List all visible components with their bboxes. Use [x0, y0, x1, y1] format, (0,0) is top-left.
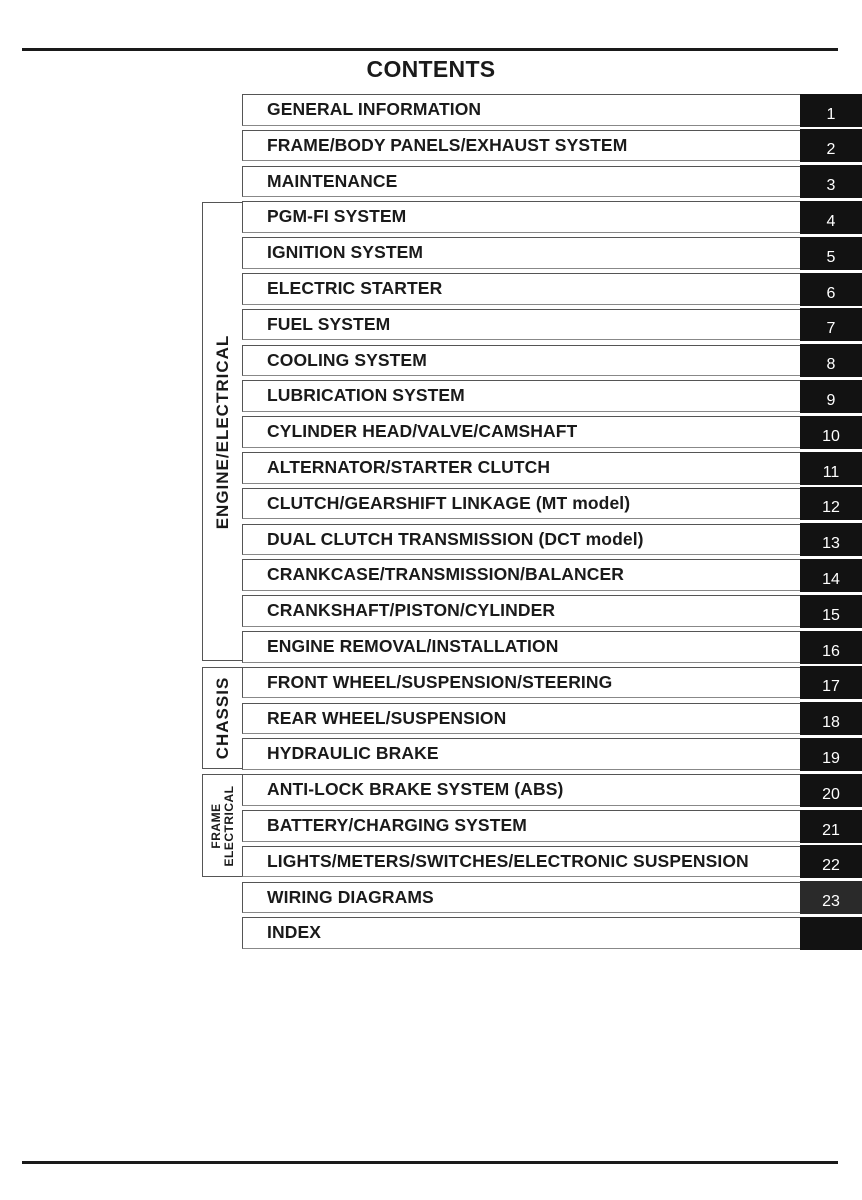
toc-row-label: INDEX — [267, 922, 321, 943]
toc-row-label: MAINTENANCE — [267, 170, 398, 191]
toc-row-label: FRONT WHEEL/SUSPENSION/STEERING — [267, 671, 613, 692]
toc-row-label: LIGHTS/METERS/SWITCHES/ELECTRONIC SUSPENSION — [267, 850, 749, 871]
toc-row-label: REAR WHEEL/SUSPENSION — [267, 707, 507, 728]
section-tab[interactable]: 16 — [800, 631, 862, 664]
toc-row-label: CRANKCASE/TRANSMISSION/BALANCER — [267, 564, 624, 585]
page-title: CONTENTS — [366, 56, 496, 82]
section-tab[interactable]: 1 — [800, 94, 862, 127]
toc-row[interactable] — [242, 309, 862, 341]
section-tab[interactable]: 21 — [800, 810, 862, 843]
section-tab[interactable]: 17 — [800, 666, 862, 699]
toc-row-label: DUAL CLUTCH TRANSMISSION (DCT model) — [267, 528, 644, 549]
toc-row[interactable] — [242, 559, 862, 591]
toc-row-label: ANTI-LOCK BRAKE SYSTEM (ABS) — [267, 779, 564, 800]
toc-row-label: PGM-FI SYSTEM — [267, 206, 407, 227]
toc-row[interactable] — [242, 201, 862, 233]
toc-row[interactable] — [242, 345, 862, 377]
section-tab[interactable]: 11 — [800, 452, 862, 485]
section-tab[interactable]: 4 — [800, 201, 862, 234]
bottom-rule — [22, 1161, 838, 1164]
section-tab[interactable]: 12 — [800, 487, 862, 520]
section-tab[interactable]: 22 — [800, 845, 862, 878]
toc-row-label: CYLINDER HEAD/VALVE/CAMSHAFT — [267, 421, 578, 442]
toc-row-label: CLUTCH/GEARSHIFT LINKAGE (MT model) — [267, 492, 631, 513]
toc-row[interactable] — [242, 774, 862, 806]
toc-row-label: WIRING DIAGRAMS — [267, 886, 434, 907]
toc-row-label: ELECTRIC STARTER — [267, 278, 443, 298]
section-tab[interactable]: 19 — [800, 738, 862, 771]
toc-row[interactable] — [242, 452, 862, 484]
section-tab[interactable]: 14 — [800, 559, 862, 592]
toc-row-label: HYDRAULIC BRAKE — [267, 743, 439, 764]
toc-row[interactable] — [242, 166, 862, 198]
section-tab[interactable]: 18 — [800, 702, 862, 735]
section-tab[interactable]: 6 — [800, 273, 862, 306]
toc-row[interactable] — [242, 667, 862, 699]
toc-row[interactable] — [242, 237, 862, 269]
toc-row[interactable] — [242, 846, 862, 878]
group-label-engine-electrical: ENGINE/ELECTRICAL — [212, 334, 232, 529]
group-chassis — [202, 667, 242, 769]
toc-row[interactable] — [242, 882, 862, 914]
group-label-frame-line2: ELECTRICAL — [221, 785, 236, 866]
group-label-frame-line1: FRAME — [208, 802, 223, 849]
toc-row[interactable] — [242, 810, 862, 842]
toc-row-label: FRAME/BODY PANELS/EXHAUST SYSTEM — [267, 134, 628, 155]
toc-row[interactable] — [242, 524, 862, 556]
toc-row[interactable] — [242, 631, 862, 663]
section-tab[interactable]: 5 — [800, 237, 862, 270]
section-tab[interactable]: 3 — [800, 165, 862, 198]
group-frame-electrical — [202, 774, 242, 877]
toc-row[interactable] — [242, 703, 862, 735]
toc-row-label: FUEL SYSTEM — [267, 313, 391, 334]
group-label-frame-electrical — [210, 785, 236, 866]
toc-row-label: ALTERNATOR/STARTER CLUTCH — [267, 457, 551, 477]
section-tab[interactable]: 9 — [800, 380, 862, 413]
toc-row[interactable] — [242, 917, 862, 949]
toc-row[interactable] — [242, 273, 862, 305]
group-engine-electrical — [202, 202, 242, 661]
toc-row-label: IGNITION SYSTEM — [267, 242, 424, 263]
toc-row-label: CRANKSHAFT/PISTON/CYLINDER — [267, 600, 556, 621]
section-tab[interactable]: 10 — [800, 416, 862, 449]
section-tab[interactable]: 7 — [800, 308, 862, 341]
section-tab[interactable]: 15 — [800, 595, 862, 628]
toc-row-label: GENERAL INFORMATION — [267, 99, 482, 119]
section-tab[interactable]: 23 — [800, 881, 862, 914]
section-tab[interactable]: 13 — [800, 523, 862, 556]
section-tab[interactable] — [800, 917, 862, 950]
group-label-chassis: CHASSIS — [212, 676, 232, 760]
toc-row[interactable] — [242, 130, 862, 162]
toc-row[interactable] — [242, 488, 862, 520]
toc-row-label: ENGINE REMOVAL/INSTALLATION — [267, 636, 559, 656]
toc-row-label: BATTERY/CHARGING SYSTEM — [267, 815, 527, 835]
toc-row-label: LUBRICATION SYSTEM — [267, 385, 465, 406]
top-rule — [22, 48, 838, 51]
toc-row-label: COOLING SYSTEM — [267, 349, 427, 370]
toc-row[interactable] — [242, 738, 862, 770]
toc-row[interactable] — [242, 380, 862, 412]
toc-row[interactable] — [242, 416, 862, 448]
toc-row[interactable] — [242, 595, 862, 627]
toc-row[interactable] — [242, 94, 862, 126]
section-tab[interactable]: 2 — [800, 129, 862, 162]
section-tab[interactable]: 8 — [800, 344, 862, 377]
section-tab[interactable]: 20 — [800, 774, 862, 807]
